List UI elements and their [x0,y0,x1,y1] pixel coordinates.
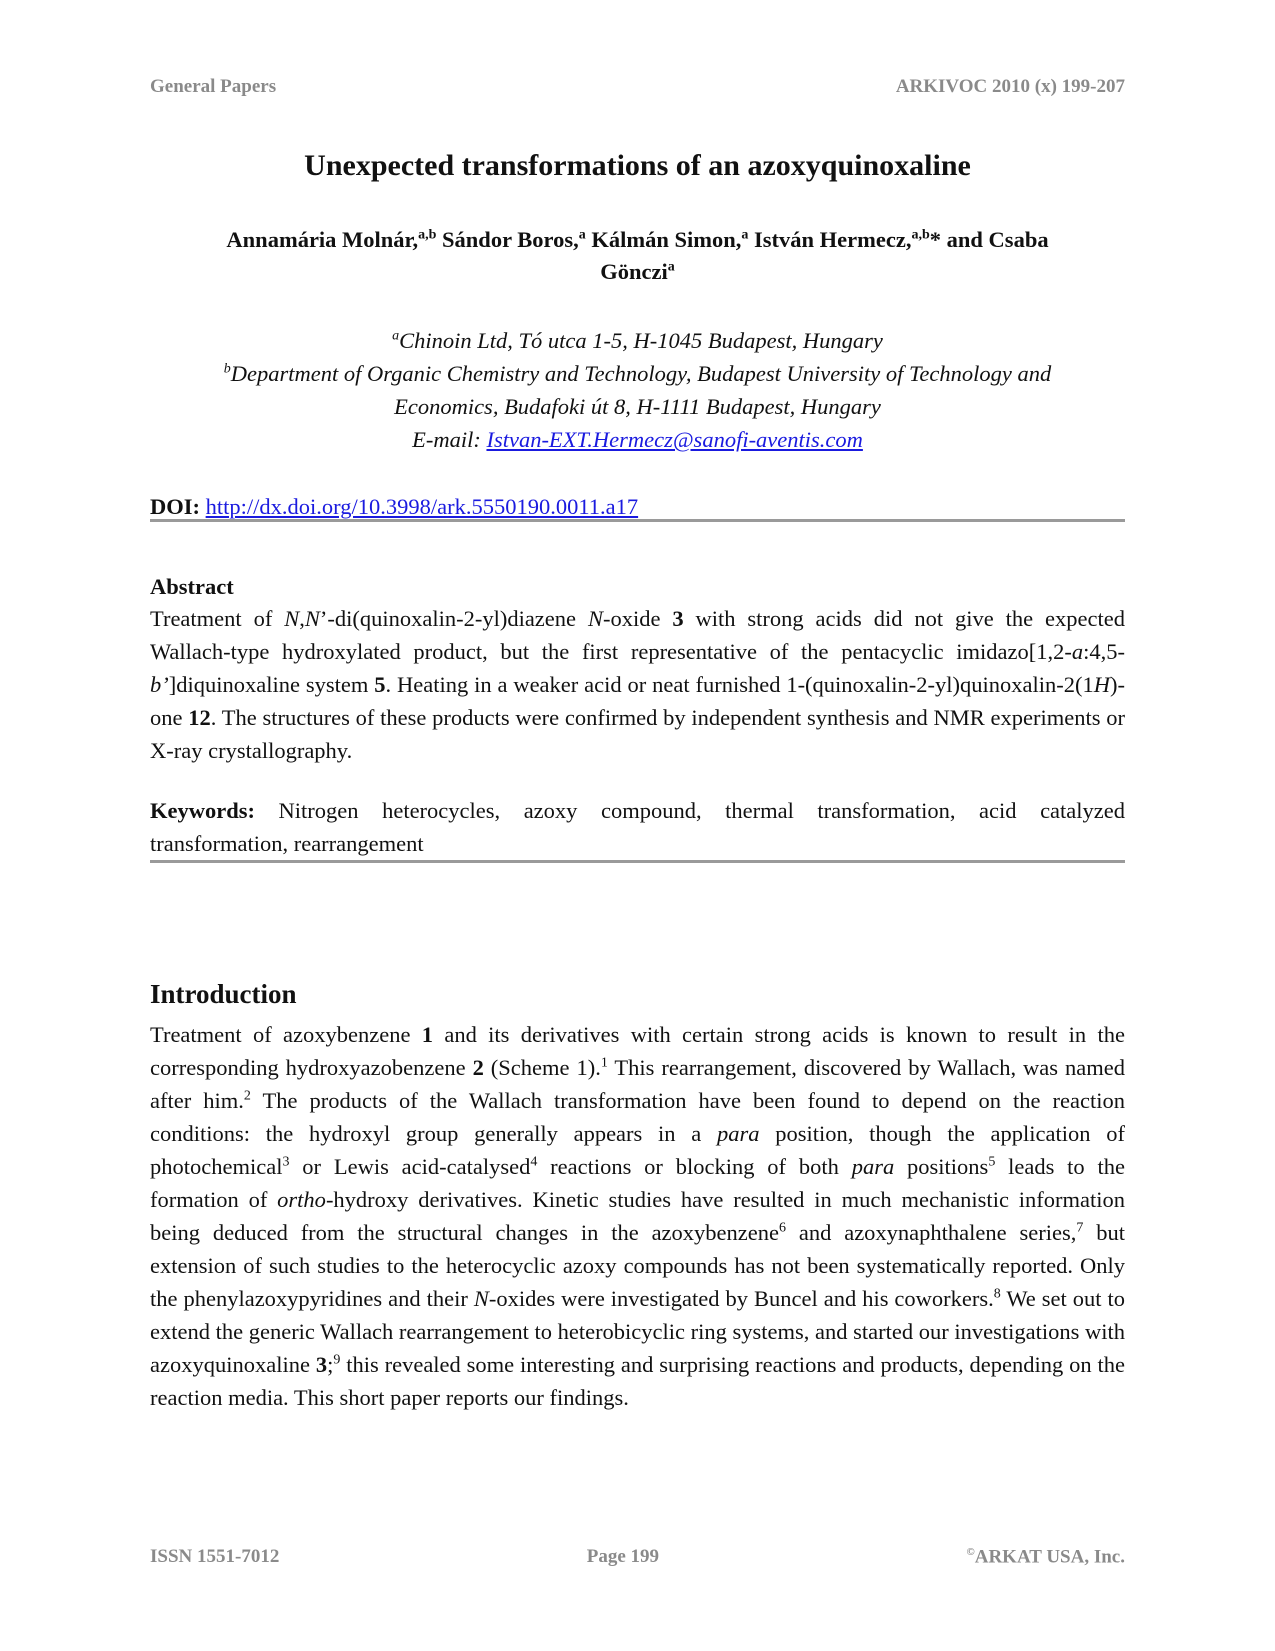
author-name: István Hermecz, [748,227,912,252]
affil-text: Department of Organic Chemistry and Technology, Budapest University of Technology and [230,361,1052,386]
affil-mark: a [392,328,400,344]
author-name: * and Csaba [929,227,1049,252]
affil-mark: b [223,361,231,377]
ref-mark: 9 [333,1352,341,1368]
abstract-text: Treatment of N,N’-di(quinoxalin-2-yl)diazene N-oxide 3 with strong acids did not give the expected Wallach-type hydroxylated product, but the first representative of the pentacyclic imidazo[1,2-a:4,5-b’]diquinoxaline system 5. Heating in a weaker acid or neat furnished 1-(quinoxalin-2-yl)quinoxalin-2(1H)-one 12. The structures of these products were confirmed by independent synthesis and NMR experiments or X-ray crystallography. [150,606,1125,763]
author-name: Gönczi [600,259,668,284]
author-name: Annamária Molnár, [226,227,419,252]
author-affil-mark: a,b [911,227,930,243]
abstract-heading: Abstract [150,574,234,599]
author-name: Sándor Boros, [436,227,579,252]
affil-text: Chinoin Ltd, Tó utca 1-5, H-1045 Budapest, Hungary [399,328,883,353]
author-affil-mark: a,b [418,227,437,243]
divider-bottom [150,860,1125,863]
affiliation-b [150,357,1125,390]
copyright [967,1546,1125,1568]
running-header [150,76,1125,98]
affiliations [150,324,1125,456]
ref-mark: 3 [282,1154,290,1170]
affiliation-b-cont: Economics, Budafoki út 8, H-1111 Budapest, Hungary [394,394,881,419]
email-line [150,423,1125,456]
affiliation-a [150,324,1125,357]
ref-mark: 4 [530,1154,538,1170]
introduction-heading: Introduction [150,979,297,1009]
author-affil-mark: a [578,227,586,243]
issn: ISSN 1551-7012 [150,1546,280,1567]
publisher: ARKAT USA, Inc. [974,1546,1125,1568]
author-affil-mark: a [667,259,675,275]
journal-section: General Papers [150,76,277,97]
divider-top [150,519,1125,522]
journal-citation: ARKIVOC 2010 (x) 199-207 [895,76,1125,97]
author-affil-mark: a [741,227,749,243]
email-label: E-mail: [412,427,487,452]
author-name: Kálmán Simon, [585,227,742,252]
ref-mark: 1 [600,1055,608,1071]
ref-mark: 6 [778,1220,786,1236]
email-link[interactable]: Istvan-EXT.Hermecz@sanofi-aventis.com [486,427,863,452]
author-list [150,224,1125,288]
page-footer [150,1546,1125,1568]
copyright-symbol: © [966,1546,975,1558]
doi-link[interactable]: http://dx.doi.org/10.3998/ark.5550190.0011.a17 [205,494,639,519]
keywords [150,794,1125,860]
page-number: Page 199 [586,1546,660,1567]
doi-label: DOI: [150,494,200,519]
ref-mark: 7 [1076,1220,1084,1236]
ref-mark: 5 [988,1154,996,1170]
ref-mark: 8 [993,1286,1001,1302]
paper-title: Unexpected transformations of an azoxyquinoxaline [304,149,971,182]
ref-mark: 2 [243,1088,251,1104]
introduction-paragraph: Treatment of azoxybenzene 1 and its derivatives with certain strong acids is known to result in the corresponding hydroxyazobenzene 2 (Scheme 1).$^1$ This rearrangement, discovered by Wallach, was named after him.$^2$ The products of the Wallach transformation have been found to depend on the reaction conditions: the hydroxyl group generally appears in a para position, though the application of photochemical$^3$ or Lewis acid-catalysed$^4$ reactions or blocking of both para positions$^5$ leads to the formation of ortho-hydroxy derivatives. Kinetic studies have resulted in much mechanistic information being deduced from the structural changes in the azoxybenzene$^6$ and azoxynaphthalene series,$^7$ but extension of such studies to the heterocyclic azoxy compounds has not been systematically reported. Only the phenylazoxypyridines and their N-oxides were investigated by Buncel and his coworkers.$^8$ We set out to extend the generic Wallach rearrangement to heterobicyclic ring systems, and started our investigations with azoxyquinoxaline 3;$^9$ this revealed some interesting and surprising reactions and products, depending on the reaction media. This short paper reports our findings. [150,1022,1126,1410]
keywords-text: Nitrogen heterocycles, azoxy compound, thermal transformation, acid catalyzed transformation, rearrangement [150,798,1125,856]
keywords-label: Keywords: [150,798,255,823]
